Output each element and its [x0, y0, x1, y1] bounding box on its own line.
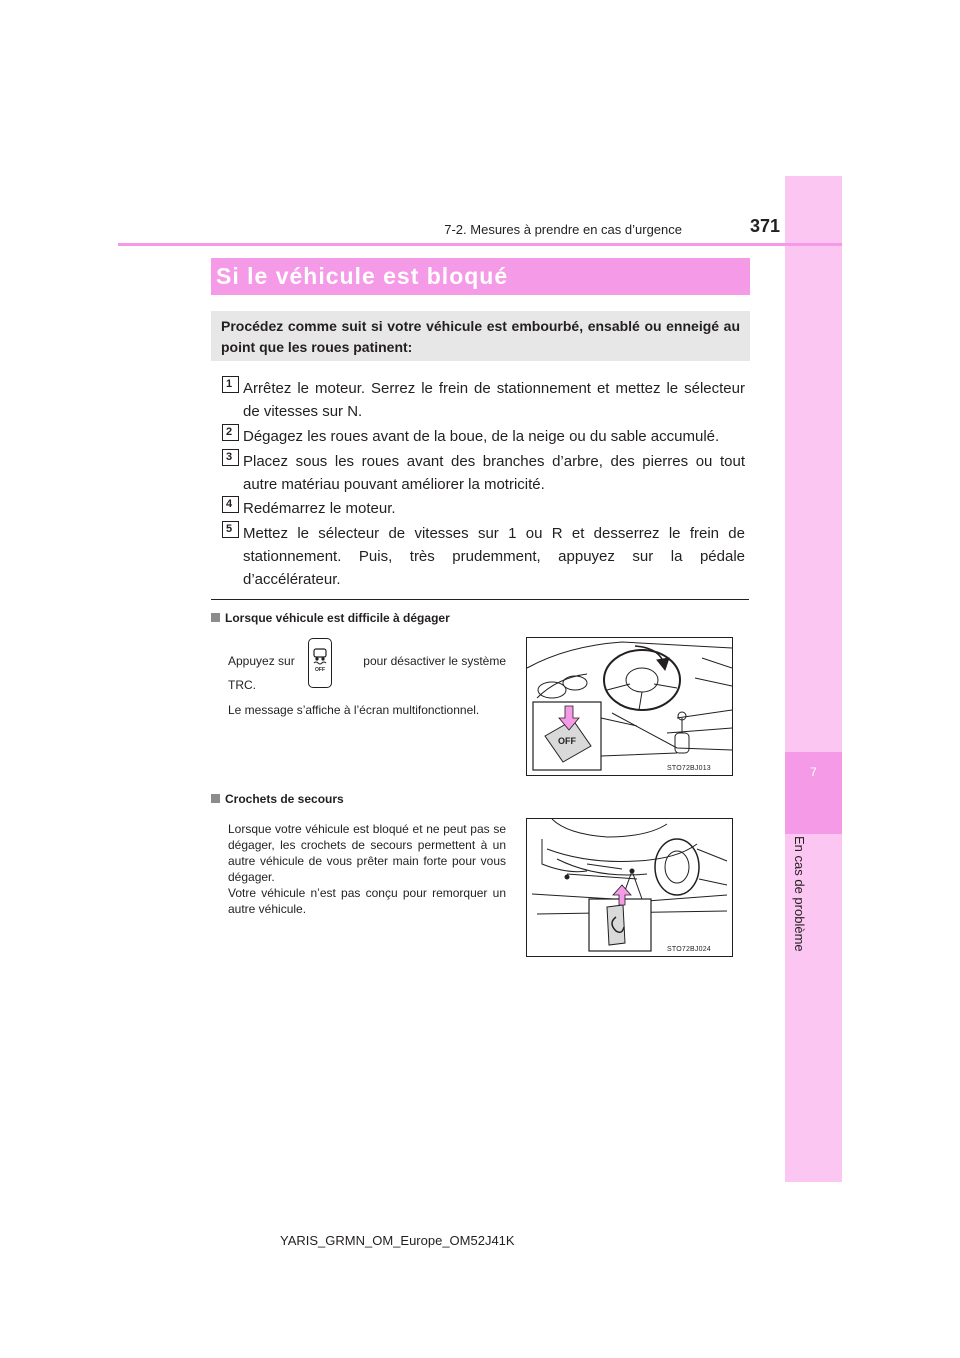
svg-text:OFF: OFF — [315, 667, 325, 673]
trc-off-switch-icon — [308, 638, 332, 688]
subheading-towing-hooks — [211, 792, 344, 806]
trc-off-glyph-icon — [309, 639, 331, 687]
intro-box: Procédez comme suit si votre véhicule est embourbé, ensablé ou enneigé au point que les roues patinent: — [211, 311, 750, 361]
step-number-2: 2 — [222, 424, 239, 441]
trc-message-text: Le message s’affiche à l’écran multifonctionnel. — [228, 703, 480, 717]
header-section-title: 7-2. Mesures à prendre en cas d’urgence — [444, 222, 682, 237]
header-rule — [118, 243, 842, 246]
towing-hooks-text-2: Votre véhicule n’est pas conçu pour remorquer un autre véhicule. — [228, 886, 506, 916]
figure-code-2: STO72BJ024 — [667, 946, 711, 953]
step-number-1: 1 — [222, 376, 239, 393]
step-number-5: 5 — [222, 521, 239, 538]
subheading-text: Lorsque véhicule est difficile à dégager — [225, 611, 450, 625]
subheading-bullet-icon — [211, 794, 220, 803]
dashboard-illustration — [527, 638, 732, 775]
figure-trc-switch — [526, 637, 733, 776]
figure-code-1: STO72BJ013 — [667, 765, 711, 772]
svg-text:OFF: OFF — [558, 736, 576, 746]
page-number: 371 — [749, 216, 780, 236]
step-number-4: 4 — [222, 496, 239, 513]
chapter-number: 7 — [810, 765, 817, 779]
step-text-3: Placez sous les roues avant des branches d’arbre, des pierres ou tout autre matériau pouvant améliorer la motricité. — [243, 453, 745, 493]
page-title: Si le véhicule est bloqué — [216, 263, 509, 289]
step-number-3: 3 — [222, 449, 239, 466]
figure-towing-hooks — [526, 818, 733, 957]
trc-instruction-start: Appuyez sur — [228, 654, 295, 668]
step-text-1: Arrêtez le moteur. Serrez le frein de stationnement et mettez le sélecteur de vitesses sur N. — [243, 380, 745, 420]
step-text-2: Dégagez les roues avant de la boue, de la neige ou du sable accumulé. — [243, 428, 720, 445]
subheading-bullet-icon — [211, 613, 220, 622]
chapter-title: En cas de problème — [792, 836, 807, 952]
trc-instruction-line2: TRC. — [228, 678, 256, 692]
step-text-5: Mettez le sélecteur de vitesses sur 1 ou R et desserrez le frein de stationnement. Puis, très prudemment, appuyez sur la pédale d’accélérateur. — [243, 525, 745, 588]
section-separator — [211, 599, 749, 600]
towing-hooks-text: Lorsque votre véhicule est bloqué et ne peut pas se dégager, les crochets de secours permettent à un autre véhicule de vous prêter main forte pour vous dégager. — [228, 822, 506, 884]
trc-instruction-end: pour désactiver le système — [363, 654, 506, 668]
document-footer-code: YARIS_GRMN_OM_Europe_OM52J41K — [280, 1233, 515, 1248]
vehicle-underside-illustration — [527, 819, 732, 956]
side-tab — [785, 176, 842, 1182]
step-text-4: Redémarrez le moteur. — [243, 500, 396, 517]
subheading-difficult-release — [211, 611, 450, 625]
subheading-text: Crochets de secours — [225, 792, 344, 806]
